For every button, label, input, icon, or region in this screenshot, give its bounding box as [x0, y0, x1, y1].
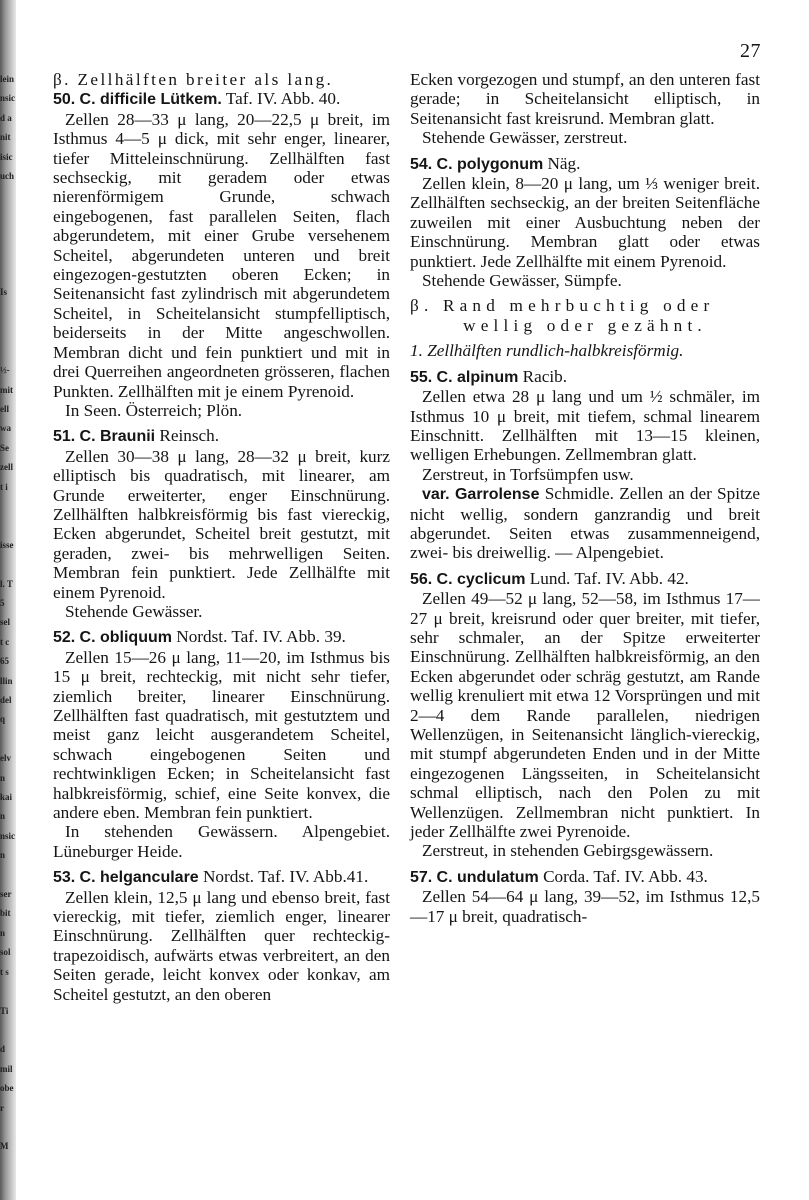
species-author: Nordst.: [171, 627, 228, 647]
entry-54-habitat: Stehende Gewässer, Sümpfe.: [422, 271, 622, 291]
entry-50-heading: [53, 89, 390, 109]
variety-description: Zellen an der Spitze nicht wellig, sondern ganzrandig und breit abgerundet. Seiten etwas zusammenneigend, zwei- bis dreiwellig. — Alpengebiet.: [410, 484, 761, 563]
entry-50-description: Zellen 28—33 μ lang, 20—22,5 μ breit, im Isthmus 4—5 μ dick, mit sehr enger, linearer, tiefer Mitteleinschnürung. Zellhälften fast sechseckig, mit geradem oder etwas nierenförmigem Grunde, schwach eingebogenen, fast parallelen Seiten, flach abgerundetem, mit einer Grube versehenem Scheitel, abgerundeten unteren und breit eingezogen-gestutzten oberen Ecken; in Seitenansicht fast zylindrisch mit abgerundetem Scheitel, in Scheitelansicht stumpfelliptisch, beiderseits in der Mitte angeschwollen. Membran dicht und fein punktiert und mit in drei Querreihen angeordneten grösseren, flachen Punkten. Zellhälften mit je einem Pyrenoid.: [53, 109, 390, 401]
entry-54-heading: [410, 154, 760, 174]
entry-57-description: Zellen 54—64 μ lang, 39—52, im Isthmus 12,5—17 μ breit, quadratisch-: [410, 887, 760, 926]
entry-51-habitat: Stehende Gewässer.: [65, 601, 203, 621]
plate-reference: Taf. IV. Abb. 39.: [227, 627, 346, 647]
entry-number: 50.: [53, 91, 76, 109]
page-number: 27: [740, 40, 761, 62]
variety-garrolense: [410, 484, 760, 563]
entry-54-description: Zellen klein, 8—20 μ lang, um ⅓ weniger breit. Zellhälften sechseckig, an der breiten Seitenfläche zuweilen mit einer Ausbuchtung neben der Einschnürung. Membran glatt oder etwas punktiert. Jede Zellhälfte mit einem Pyrenoid.: [410, 174, 760, 271]
entry-number: 56.: [410, 570, 433, 588]
section-heading-beta: β. Zellhälften breiter als lang.: [53, 70, 334, 89]
species-name: C. obliquum: [79, 629, 172, 647]
species-author: Näg.: [543, 153, 581, 173]
subsection-heading: 1. Zellhälften rundlich-halbkreisförmig.: [410, 341, 684, 361]
species-name: C. difficile: [79, 91, 156, 109]
species-name: C. polygonum: [436, 155, 544, 173]
entry-52-habitat: In stehenden Gewässern. Alpengebiet. Lüneburger Heide.: [53, 822, 390, 861]
left-column: [53, 70, 390, 1004]
entry-51-description: Zellen 30—38 μ lang, 28—32 μ breit, kurz elliptisch bis quadratisch, mit linearer, am Grunde erweiterter, enger Einschnürung. Zellhälften halbkreisförmig bis fast viereckig, Ecken abgerundet, Scheitel breit gestutzt, mit geraden, zwei- bis mehrwelligen Seiten. Membran fein punktiert. Jede Zellhälfte mit einem Pyrenoid.: [53, 446, 390, 602]
species-author: Racib.: [518, 366, 568, 386]
species-name: C. undulatum: [436, 868, 539, 886]
entry-56-heading: [410, 569, 760, 589]
entry-number: 57.: [410, 868, 433, 886]
entry-55-heading: [410, 367, 760, 387]
entry-50-habitat: In Seen. Österreich; Plön.: [65, 400, 243, 420]
species-author: Lütkem.: [156, 91, 222, 109]
right-column: [410, 70, 760, 926]
entry-51-heading: [53, 426, 390, 446]
species-name: C. Braunii: [79, 428, 156, 446]
entry-number: 52.: [53, 629, 76, 647]
species-author: Reinsch.: [155, 426, 220, 446]
entry-number: 54.: [410, 155, 433, 173]
entry-number: 55.: [410, 368, 433, 386]
entry-53-heading: [53, 867, 390, 887]
entry-52-heading: [53, 627, 390, 647]
entry-56-description: Zellen 49—52 μ lang, 52—58, im Isthmus 17—27 μ breit, kreisrund oder quer breiter, mit tiefer, sehr schmaler, an der Spitze erweiterter Einschnürung. Zellhälften halbkreisförmig, an den Ecken abgerundet oder schräg gestutzt, am Rande wellig krenuliert mit etwa 12 Vorsprüngen und mit 2—4 dem Rande parallelen, niedrigen Wellenzügen, in Seitenansicht länglich-viereckig, mit stumpf abgerundeten Enden und in der Mitte eingezogenen Längsseiten, in Scheitelansicht schmal elliptisch, nach den Polen zu mit Wellenzügen. Zellmembran nicht punktiert. In jeder Zellhälfte zwei Pyrenoide.: [410, 589, 760, 842]
plate-reference: Taf. IV. Abb. 40.: [221, 89, 341, 109]
plate-reference: Taf. IV. Abb. 42.: [570, 568, 689, 588]
entry-52-description: Zellen 15—26 μ lang, 11—20, im Isthmus bis 15 μ breit, rechteckig, mit nicht sehr tiefer, ziemlich breiter, linearer Einschnürung. Zellhälften fast quadratisch, mit gestutztem und meist ganz leicht ausgerandetem Scheitel, schwach eingebogenen Seiten und rechtwinkligen Ecken; in Scheitelansicht fast halbkreisförmig, schief, eine Seite konvex, die andere eben. Membran fein punktiert.: [53, 647, 390, 823]
entry-55-description: Zellen etwa 28 μ lang und um ½ schmäler, im Isthmus 10 μ breit, mit tiefem, schmal linearem Einschnitt. Zellhälften mit 13—15 kleinen, welligen Erhebungen. Zellmembran glatt.: [410, 387, 760, 465]
entry-56-habitat: Zerstreut, in stehenden Gebirgsgewässern.: [422, 841, 714, 861]
entry-57-heading: [410, 867, 760, 887]
species-name: C. alpinum: [436, 368, 519, 386]
gutter-text-fragments: lein nsic d a nit isic uch Is ½- mit ell wa Se zell t i isse l. T 5 sel t c 65 llin del q elv n kai n nsic n ser bit n sol t s Ti d mil obe r M: [0, 74, 16, 1152]
section-heading-beta-line-2: wellig oder gezähnt.: [463, 315, 707, 335]
entry-53-description: Zellen klein, 12,5 μ lang und ebenso breit, fast viereckig, mit tiefer, ziemlich enger, linearer Einschnürung. Zellhälften quer rechteckig-trapezoidisch, aufwärts etwas verbreitert, an den Seiten gerade, leicht konvex oder konkav, am Scheitel gestutzt, an den oberen: [53, 887, 390, 1004]
species-name: C. helgancularе: [79, 869, 199, 887]
species-author: Nordst.: [198, 867, 255, 887]
variety-author: Schmidle.: [539, 484, 614, 504]
entry-53-habitat: Stehende Gewässer, zerstreut.: [422, 128, 628, 148]
entry-53-continuation: Ecken vorgezogen und stumpf, an den unteren fast gerade; in Scheitelansicht elliptisch, in Seitenansicht fast kreisrund. Membran glatt.: [410, 70, 760, 128]
plate-reference: Taf. IV. Abb. 43.: [589, 866, 708, 886]
plate-reference: Taf. IV. Abb.41.: [254, 867, 369, 887]
entry-55-habitat: Zerstreut, in Torfsümpfen usw.: [422, 464, 634, 484]
species-name: C. cyclicum: [436, 570, 526, 588]
section-heading-beta-line-1: β. Rand mehrbuchtig oder: [410, 296, 715, 316]
entry-number: 51.: [53, 428, 76, 446]
variety-name: var. Garrolense: [422, 486, 540, 504]
species-author: Lund.: [525, 568, 571, 588]
entry-number: 53.: [53, 869, 76, 887]
species-author: Corda.: [538, 866, 590, 886]
